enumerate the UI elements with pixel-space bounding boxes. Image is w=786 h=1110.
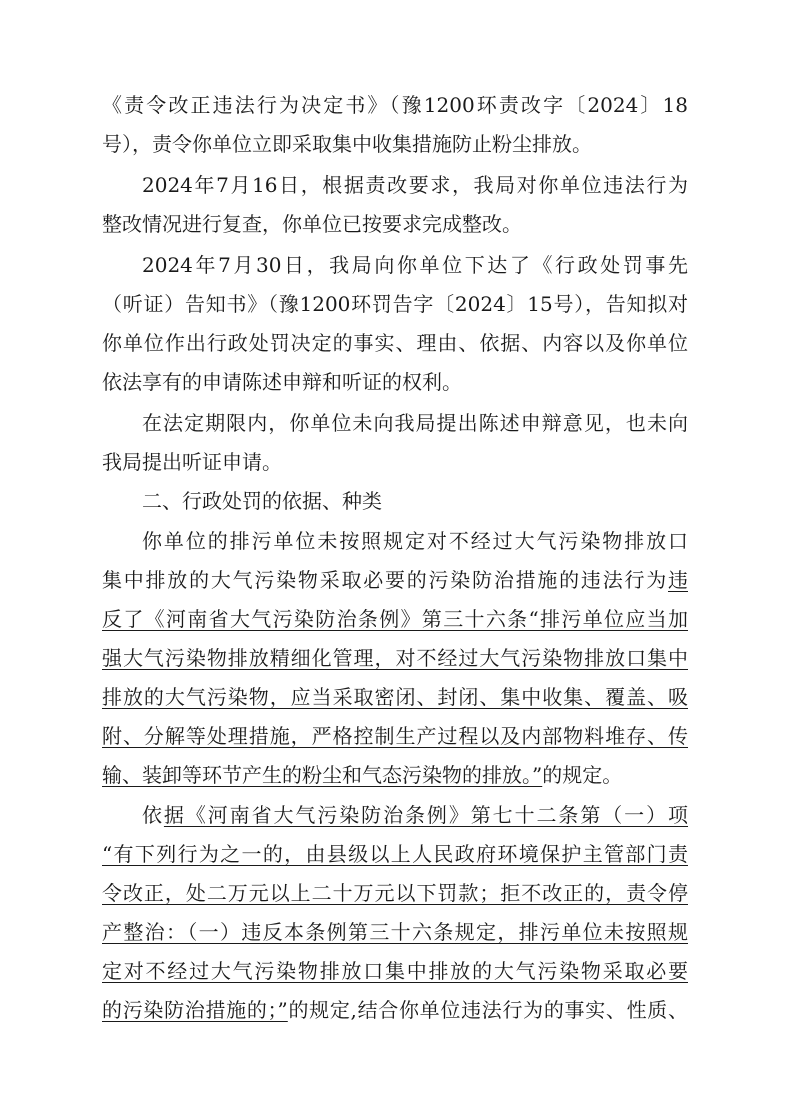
paragraph-violation — [102, 522, 688, 795]
text-line: 在法定期限内，你单位未向我局提出陈述申辩意见，也未向 — [142, 411, 688, 435]
text-line: 依法享有的申请陈述申辩和听证的权利。 — [102, 370, 462, 394]
text-segment: 的规定,结合你单位违法行为的事实、性质、 — [287, 998, 689, 1022]
text-line: （听证）告知书》（豫1200环罚告字〔2024〕15号），告知拟对 — [102, 292, 688, 316]
paragraph-rectification-order — [102, 86, 688, 164]
text-line: 我局提出听证申请。 — [102, 450, 282, 474]
text-line: 2024年7月16日，根据责改要求，我局对你单位违法行为 — [142, 173, 688, 197]
heading-text: 二、行政处罚的依据、种类 — [142, 489, 382, 513]
underlined-line: 产整治：（一）违反本条例第三十六条规定，排污单位未按照规 — [102, 920, 688, 944]
underlined-line: 强大气污染物排放精细化管理，对不经过大气污染物排放口集中 — [102, 646, 688, 670]
underlined-text: 输、装卸等环节产生的粉尘和气态污染物的排放。” — [102, 763, 543, 787]
paragraph-legal-basis — [102, 796, 688, 1030]
underlined-text: 的污染防治措施的；” — [102, 998, 288, 1022]
section-heading — [102, 482, 688, 521]
text-line: 《责令改正违法行为决定书》（豫1200环责改字〔2024〕18 — [102, 93, 688, 117]
underlined-line: 反了《河南省大气污染防治条例》第三十六条“排污单位应当加 — [102, 607, 688, 631]
text-line: 号），责令你单位立即采取集中收集措施防止粉尘排放。 — [102, 132, 592, 156]
paragraph-statutory-period — [102, 404, 688, 482]
underlined-text: 据《河南省大气污染防治条例》第七十二条第（一）项 — [163, 803, 689, 827]
text-line — [102, 796, 688, 835]
underlined-line: 附、分解等处理措施，严格控制生产过程以及内部物料堆存、传 — [102, 724, 688, 748]
text-line — [102, 561, 688, 600]
underlined-line: 定对不经过大气污染物排放口集中排放的大气污染物采取必要 — [102, 959, 688, 983]
underlined-text: 违 — [668, 568, 688, 592]
text-line: 2024年7月30日，我局向你单位下达了《行政处罚事先 — [142, 253, 688, 277]
text-segment: 依 — [142, 803, 164, 827]
underlined-line: 令改正，处二万元以上二十万元以下罚款；拒不改正的，责令停 — [102, 881, 688, 905]
text-line — [102, 756, 688, 795]
text-line: 你单位的排污单位未按照规定对不经过大气污染物排放口 — [142, 529, 688, 553]
text-segment: 的规定。 — [542, 763, 623, 787]
underlined-line: “有下列行为之一的，由县级以上人民政府环境保护主管部门责 — [102, 842, 688, 866]
text-line: 整改情况进行复查，你单位已按要求完成整改。 — [102, 212, 522, 236]
text-line — [102, 991, 688, 1030]
underlined-line: 排放的大气污染物，应当采取密闭、封闭、集中收集、覆盖、吸 — [102, 685, 688, 709]
text-line: 你单位作出行政处罚决定的事实、理由、依据、内容以及你单位 — [102, 331, 688, 355]
paragraph-review — [102, 166, 688, 244]
paragraph-notice — [102, 246, 688, 402]
text-segment: 集中排放的大气污染物采取必要的污染防治措施的违法行为 — [102, 568, 668, 592]
